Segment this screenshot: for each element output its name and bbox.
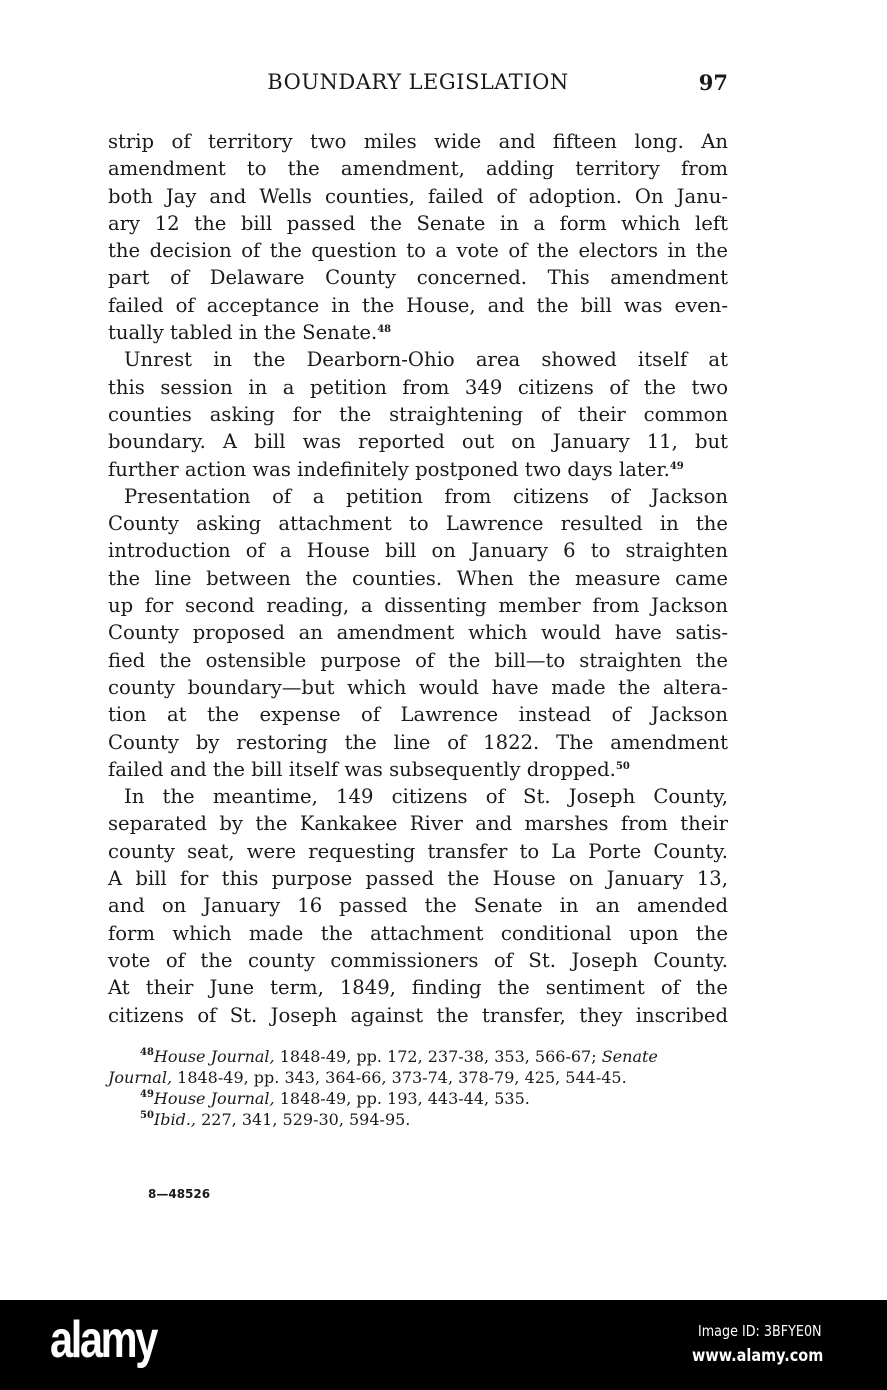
citation-text: 1848-49, pp. 172, 237-38, 353, 566-67;: [274, 1047, 602, 1066]
line-text: further action was indefinitely postponed two days later.: [108, 457, 670, 481]
line-text: tion at the expense of Lawrence instead of Jackson: [108, 703, 728, 727]
line-text: up for second reading, a dissenting member from Jackson: [108, 594, 728, 618]
line-text: County asking attachment to Lawrence resulted in the: [108, 512, 728, 536]
text-line: [108, 237, 728, 264]
line-text: citizens of St. Joseph against the transfer, they inscribed: [108, 1003, 728, 1027]
watermark-bar: [0, 1300, 887, 1390]
text-line: [108, 783, 728, 810]
line-text: this session in a petition from 349 citizens of the two: [108, 375, 728, 399]
text-line: [108, 292, 728, 319]
text-line: [108, 674, 728, 701]
line-text: At their June term, 1849, finding the sentiment of the: [108, 976, 728, 1000]
citation-title: Ibid.,: [153, 1110, 197, 1129]
text-line: [108, 701, 728, 728]
text-line: [108, 510, 728, 537]
line-text: Unrest in the Dearborn-Ohio area showed itself at: [124, 348, 728, 372]
line-text: county seat, were requesting transfer to La Porte County.: [108, 839, 728, 863]
text-line: [108, 346, 728, 373]
text-line: [108, 428, 728, 455]
footnote-ref: 48: [377, 324, 392, 336]
watermark-url: www.alamy.com: [692, 1346, 824, 1366]
line-text: introduction of a House bill on January 6 to straighten: [108, 539, 728, 563]
text-line: [108, 1002, 728, 1029]
text-line: [108, 920, 728, 947]
line-text: strip of territory two miles wide and fifteen long. An: [108, 130, 728, 153]
text-line: [108, 947, 728, 974]
printer-signature: 8—48526: [148, 1187, 211, 1201]
citation-text: 1848-49, pp. 343, 364-66, 373-74, 378-79, 425, 544-45.: [172, 1068, 627, 1087]
text-line: [108, 128, 728, 155]
citation-text: 1848-49, pp. 193, 443-44, 535.: [274, 1089, 530, 1108]
line-text: form which made the attachment conditional upon the: [108, 921, 728, 945]
alamy-logo: alamy: [50, 1311, 156, 1369]
line-text: the line between the counties. When the measure came: [108, 566, 728, 590]
citation-title: Journal,: [108, 1068, 173, 1087]
text-line: [108, 756, 728, 783]
line-text: A bill for this purpose passed the House on January 13,: [108, 867, 728, 891]
line-text: failed of acceptance in the House, and the bill was even-: [108, 293, 728, 317]
text-line: [108, 865, 728, 892]
footnote-ref: 50: [615, 760, 630, 772]
line-text: amendment to the amendment, adding territory from: [108, 157, 728, 181]
running-title: BOUNDARY LEGISLATION: [267, 70, 569, 94]
footnote-48: [108, 1046, 728, 1067]
footnote-49: [108, 1088, 728, 1109]
text-line: [108, 729, 728, 756]
text-line: [108, 401, 728, 428]
text-line: [108, 565, 728, 592]
citation-title: House Journal,: [153, 1089, 275, 1108]
footnotes: [108, 1046, 728, 1130]
line-text: separated by the Kankakee River and marshes from their: [108, 812, 728, 836]
line-text: tually tabled in the Senate.: [108, 321, 378, 345]
line-text: failed and the bill itself was subsequently dropped.: [108, 757, 616, 781]
line-text: ary 12 the bill passed the Senate in a form which left: [108, 211, 728, 235]
line-text: counties asking for the straightening of their common: [108, 402, 728, 426]
text-line: [108, 319, 728, 346]
text-line: [108, 155, 728, 182]
text-line: [108, 592, 728, 619]
footnote-number: 49: [140, 1089, 154, 1100]
page-number: 97: [698, 70, 728, 95]
line-text: both Jay and Wells counties, failed of adoption. On Janu-: [108, 184, 728, 208]
line-text: boundary. A bill was reported out on January 11, but: [108, 430, 728, 454]
text-line: [108, 264, 728, 291]
text-line: [108, 619, 728, 646]
footnote-number: 48: [140, 1047, 154, 1058]
line-text: vote of the county commissioners of St. Joseph County.: [108, 948, 728, 972]
line-text: Presentation of a petition from citizens of Jackson: [124, 484, 728, 508]
line-text: county boundary—but which would have made the altera-: [108, 675, 728, 699]
text-line: [108, 647, 728, 674]
citation-text: 227, 341, 529-30, 594-95.: [196, 1110, 411, 1129]
line-text: County by restoring the line of 1822. The amendment: [108, 730, 728, 754]
text-line: [108, 810, 728, 837]
text-line: [108, 456, 728, 483]
running-header: [108, 70, 728, 100]
text-line: [108, 483, 728, 510]
citation-title: House Journal,: [153, 1047, 275, 1066]
line-text: In the meantime, 149 citizens of St. Joseph County,: [124, 785, 728, 809]
footnote-ref: 49: [669, 460, 684, 472]
text-line: [108, 374, 728, 401]
line-text: part of Delaware County concerned. This amendment: [108, 266, 728, 290]
body-text: [108, 128, 728, 1029]
line-text: County proposed an amendment which would have satis-: [108, 621, 728, 645]
footnote-48-cont: [108, 1067, 728, 1088]
text-line: [108, 974, 728, 1001]
image-id: Image ID: 3BFYE0N: [698, 1322, 822, 1340]
text-line: [108, 892, 728, 919]
footnote-number: 50: [140, 1110, 154, 1121]
text-line: [108, 838, 728, 865]
footnote-50: [108, 1109, 728, 1130]
line-text: fied the ostensible purpose of the bill—to straighten the: [108, 648, 728, 672]
citation-title: Senate: [601, 1047, 658, 1066]
line-text: and on January 16 passed the Senate in an amended: [108, 894, 728, 918]
line-text: the decision of the question to a vote of the electors in the: [108, 239, 728, 263]
text-line: [108, 537, 728, 564]
text-line: [108, 183, 728, 210]
text-line: [108, 210, 728, 237]
